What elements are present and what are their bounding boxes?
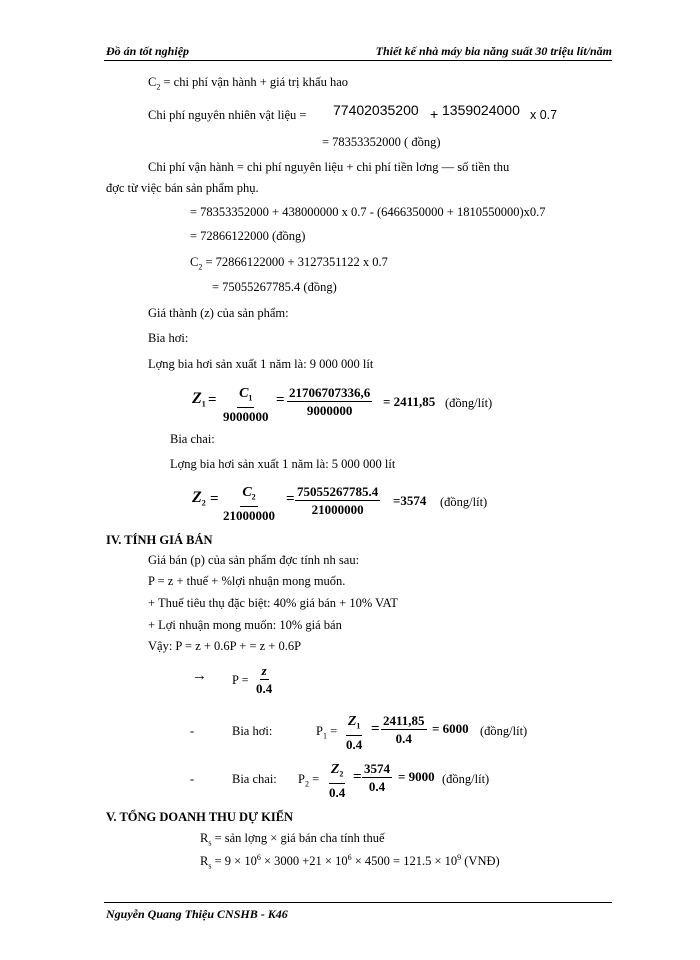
raw-material-label: Chi phí nguyên nhiên vật liệu =: [148, 108, 307, 122]
bottle-beer-label: Bia chai:: [170, 432, 215, 446]
revenue-calc: $R_s = 9 \times 10^6 \times 3000 +21 \times 10^6 \times 4500 = 121.5 \times 10^9$ (VNĐ): [200, 853, 500, 871]
section-4-line-4: + Lợi nhuận mong muốn: 10% giá bán: [148, 618, 342, 632]
section-4-line-5: Vậy: P = z + 0.6P + = z + 0.6P: [148, 639, 302, 653]
draft-price-fraction-1: $\frac{Z_1}{0.4}$: [346, 714, 363, 752]
z1-lhs: $Z_1$: [192, 390, 206, 409]
draft-beer-volume: Lợng bia hơi sản xuất 1 năm là: 9 000 000 lít: [148, 357, 374, 371]
bottle-beer-volume: Lợng bia hơi sản xuất 1 năm là: 5 000 000 lít: [170, 457, 396, 471]
z2-lhs: $Z_2$: [192, 489, 206, 508]
bottle-price-fraction-2: $\frac{3574}{0.4}$: [364, 761, 390, 794]
footer-rule: [104, 902, 612, 903]
z1-fraction-2: $\frac{21706707336,6}{9000000}$: [289, 385, 371, 418]
op-cost-calc: = 78353352000 + 438000000 x 0.7 - (6466350000 + 1810550000)x0.7: [190, 205, 546, 219]
section-4-line-3: + Thuế tiêu thụ đặc biệt: 40% giá bán + 10% VAT: [148, 596, 398, 610]
header-left: Đồ án tốt nghiệp: [106, 44, 190, 58]
z1-equals: =: [208, 392, 217, 408]
arrow-icon: →: [192, 668, 207, 684]
draft-price-lhs: $P_1$ =: [316, 724, 338, 741]
z1-equals-2: =: [276, 392, 285, 408]
bottle-price-equals: =: [353, 769, 362, 785]
draft-beer-label: Bia hơi:: [148, 331, 189, 345]
op-cost-definition-1: Chi phí vận hành = chi phí nguyên liệu + chi phí tiền lơng — số tiền thu: [148, 160, 510, 174]
z2-unit: (đồng/lít): [440, 495, 488, 509]
revenue-definition: $R_s$ = sản lợng × giá bán cha tính thuế: [200, 831, 385, 848]
draft-price-dash: -: [190, 724, 195, 738]
footer-left: Nguyễn Quang Thiệu CNSHB - K46: [106, 907, 288, 921]
header-right: Thiết kế nhà máy bia năng suất 30 triệu lít/năm: [375, 44, 612, 58]
unit-cost-heading: Giá thành (z) của sản phẩm:: [148, 306, 289, 320]
c2-definition: $C_2$ = chi phí vận hành + giá trị khấu hao: [148, 75, 349, 92]
z2-equals-2: =: [286, 491, 295, 507]
draft-price-fraction-2: $\frac{2411,85}{0.4}$: [383, 713, 425, 746]
z2-result: =3574: [393, 493, 427, 508]
section-4-title: IV. TÍNH GIÁ BÁN: [106, 533, 213, 547]
c2-calc: $C_2 = 72866122000 + 3127351122$ x 0.7: [190, 255, 388, 272]
bottle-price-result: = 9000: [398, 769, 435, 784]
draft-price-label: Bia hơi:: [232, 724, 273, 738]
draft-price-unit: (đồng/lít): [480, 724, 528, 738]
z2-equals: =: [210, 491, 219, 507]
bottle-price-unit: (đồng/lít): [442, 772, 490, 786]
raw-material-b: 1359024000: [442, 102, 520, 118]
section-4-line-2: P = z + thuế + %lợi nhuận mong muốn.: [148, 574, 346, 588]
z1-unit: (đồng/lít): [445, 396, 493, 410]
bottle-price-lhs: $P_2$ =: [298, 772, 320, 789]
z1-fraction-1: $\frac{C_1}{9000000}$: [223, 386, 269, 424]
z2-fraction-2: $\frac{75055267785.4}{21000000}$: [297, 484, 379, 517]
section-5-title: V. TỔNG DOANH THU DỰ KIẾN: [106, 810, 294, 824]
raw-material-result: = 78353352000 ( đồng): [322, 135, 441, 149]
bottle-price-dash: -: [190, 772, 195, 786]
header-rule: [104, 60, 612, 61]
bottle-price-fraction-1: $\frac{Z_2}{0.4}$: [329, 762, 346, 800]
draft-price-equals: =: [371, 721, 380, 737]
op-cost-result: = 72866122000 (đồng): [190, 229, 306, 243]
op-cost-definition-2: đợc từ việc bán sản phẩm phụ.: [106, 181, 259, 195]
p-formula-fraction: $\frac{z}{0.4}$: [256, 663, 273, 696]
raw-material-a: 77402035200: [333, 102, 419, 118]
c2-result: = 75055267785.4 (đồng): [212, 280, 337, 294]
p-formula-lhs: P =: [232, 673, 249, 687]
bottle-price-label: Bia chai:: [232, 772, 277, 786]
raw-material-mult: x 0.7: [530, 108, 558, 122]
z2-fraction-1: $\frac{C_2}{21000000}$: [223, 485, 275, 523]
section-4-line-1: Giá bán (p) của sản phẩm đợc tính nh sau:: [148, 553, 360, 567]
raw-material-plus: +: [430, 106, 439, 122]
z1-result: = 2411,85: [383, 394, 436, 409]
draft-price-result: = 6000: [432, 721, 469, 736]
